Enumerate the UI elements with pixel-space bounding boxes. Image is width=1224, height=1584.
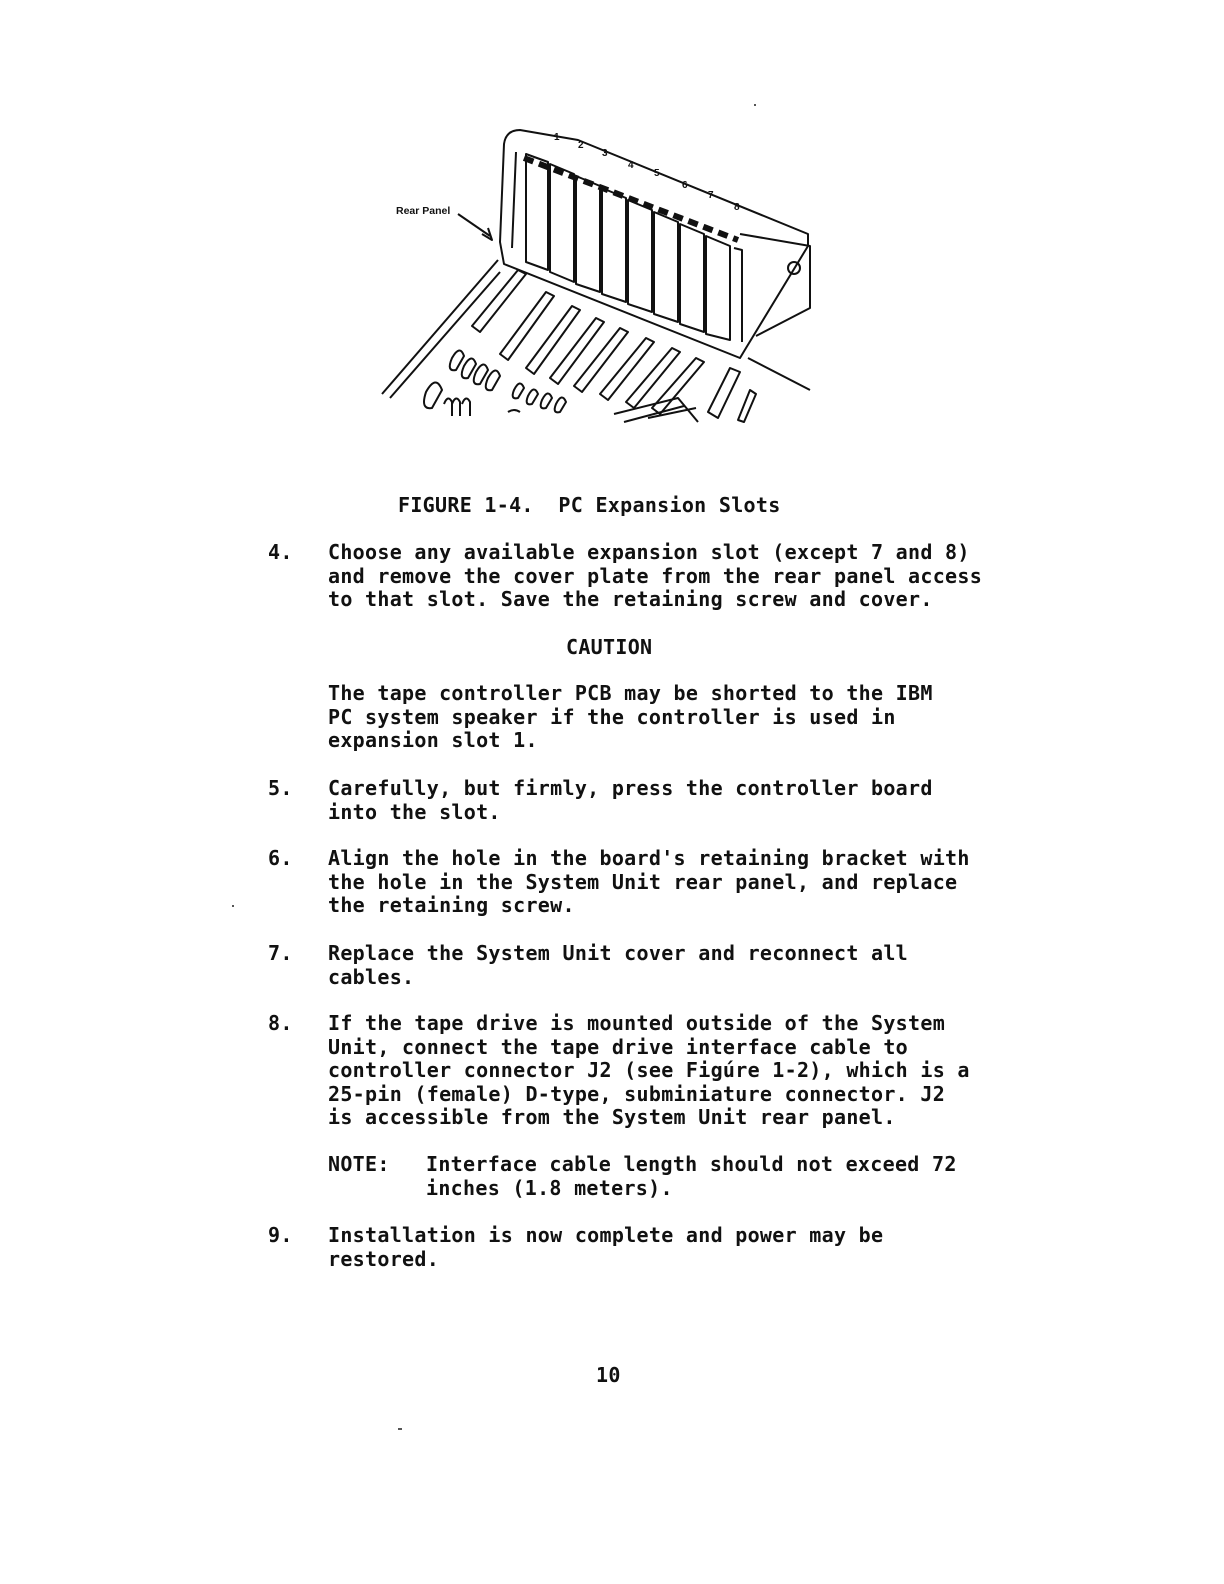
slot-number-label: 5 [654, 168, 660, 179]
slot-number-label: 2 [578, 140, 584, 151]
step-number: 8. [268, 1011, 293, 1035]
step-text: If the tape drive is mounted outside of the System Unit, connect the tape drive interface cable to controller connector J2 (see Figúre 1-2), which is a 25-pin (female) D-type, subminiature connector. J2 is accessible from the System Unit rear panel. [328, 1011, 970, 1129]
step-number: 4. [268, 540, 293, 564]
rear-panel-label: Rear Panel [396, 205, 451, 217]
slot-number-label: 1 [554, 132, 560, 143]
note-text: Interface cable length should not exceed 72 inches (1.8 meters). [426, 1152, 957, 1200]
slot-number-label: 4 [628, 160, 634, 171]
step-number: 6. [268, 846, 293, 870]
step-number: 9. [268, 1223, 293, 1247]
slot-number-label: 8 [734, 202, 740, 213]
step-number: 5. [268, 776, 293, 800]
expansion-slots-figure [378, 122, 818, 432]
slot-number-label: 3 [602, 148, 608, 159]
page-number: 10 [596, 1363, 621, 1387]
scan-speck [232, 905, 234, 907]
slot-number-label: 7 [708, 190, 714, 201]
step-text: Installation is now complete and power may be restored. [328, 1223, 884, 1271]
step-text: Choose any available expansion slot (except 7 and 8) and remove the cover plate from the rear panel access to that slot. Save the retaining screw and cover. [328, 540, 983, 611]
scan-speck [398, 1428, 402, 1430]
slot-number-label: 6 [682, 180, 688, 191]
step-text: Replace the System Unit cover and reconnect all cables. [328, 941, 909, 989]
step-text: Align the hole in the board's retaining bracket with the hole in the System Unit rear panel, and replace the retaining screw. [328, 846, 970, 917]
caution-text: The tape controller PCB may be shorted to the IBM PC system speaker if the controller is used in expansion slot 1. [328, 681, 933, 752]
step-number: 7. [268, 941, 293, 965]
figure-caption: FIGURE 1-4. PC Expansion Slots [398, 493, 781, 517]
scan-speck [754, 104, 756, 106]
step-text: Carefully, but firmly, press the controller board into the slot. [328, 776, 933, 824]
note-label: NOTE: [328, 1152, 390, 1176]
caution-heading: CAUTION [566, 635, 653, 659]
